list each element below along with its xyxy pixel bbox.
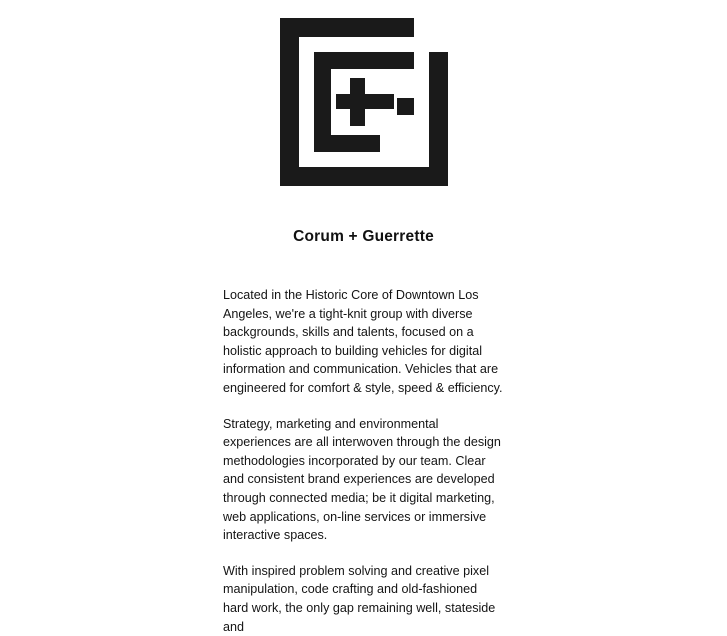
logo-inner-cutout bbox=[380, 115, 414, 152]
page-title: Corum + Guerrette bbox=[293, 228, 434, 245]
logo-cross-horizontal bbox=[336, 94, 394, 109]
logo-container bbox=[0, 0, 727, 186]
body-copy bbox=[223, 286, 505, 636]
logo-notch-horizontal bbox=[414, 18, 448, 37]
paragraph-3: With inspired problem solving and creative pixel manipulation, code crafting and old-fashioned hard work, the only gap remaining well, stateside and bbox=[223, 563, 496, 634]
paragraph-2: Strategy, marketing and environmental experiences are all interwoven through the design methodologies incorporated by our team. Clear and consistent brand experiences are developed through connected media; be it digital marketing, web applications, on-line services or immersive interactive spaces. bbox=[223, 416, 501, 543]
corum-guerrette-logo-icon bbox=[280, 18, 448, 186]
paragraph-1: Located in the Historic Core of Downtown Los Angeles, we're a tight-knit group with diverse backgrounds, skills and talents, focused on a holistic approach to building vehicles for digital information and communication. Vehicles that are engineered for comfort & style, speed & efficiency. bbox=[223, 288, 503, 395]
